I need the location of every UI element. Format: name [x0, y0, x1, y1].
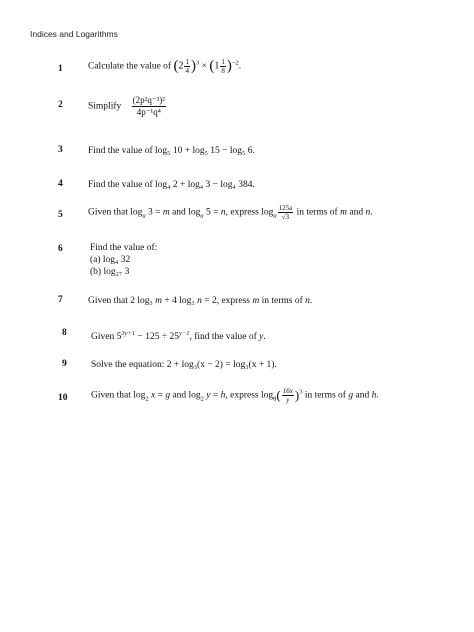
question-text — [88, 95, 167, 118]
fraction — [278, 204, 294, 221]
mixed-whole: 1 — [214, 60, 220, 72]
mixed-whole: 2 — [178, 60, 184, 72]
fraction-denominator: 8 — [221, 67, 225, 75]
question-number: 2 — [58, 100, 63, 110]
fraction-numerator: 125a — [278, 204, 293, 212]
question-number: 8 — [62, 328, 67, 338]
variable-n: n — [365, 207, 371, 218]
text-run: in terms of — [302, 390, 349, 401]
text-run: and log — [169, 207, 201, 218]
page-header: Indices and Logarithms — [30, 29, 118, 39]
fraction-denominator: y — [286, 396, 290, 404]
question-number: 9 — [62, 359, 67, 369]
text-run: − 125 ÷ 25 — [135, 332, 179, 343]
question-text: Given that $\log_2 x = g$ and $\log_2 y = h$, express $\log_8$( $\frac{16x}{y}$ )$^3$ in terms of g and h. — [91, 387, 379, 404]
question-text: Find the value of log₅ 10 + log₅ 15 − log₅ 6. — [88, 146, 255, 156]
text-run: , express log — [225, 390, 274, 401]
exponent: 3 — [195, 59, 200, 67]
text-run: in terms of — [294, 207, 341, 218]
fraction — [220, 58, 226, 75]
exponent: y−1 — [178, 330, 190, 337]
log-base: 2 — [145, 395, 149, 403]
sub-question-b: (b) log₂₇ 3 — [90, 267, 130, 277]
text-run: Given 5 — [91, 332, 122, 343]
variable-n: n — [305, 296, 310, 306]
text-run: = — [210, 390, 221, 401]
text-run: Given that 2 log₃ — [88, 296, 156, 306]
variable-g: g — [165, 390, 171, 401]
text-run: and — [353, 390, 372, 401]
question-number: 6 — [58, 244, 63, 254]
variable-h: h — [371, 390, 377, 401]
text-run: , find the value of — [189, 332, 260, 343]
fraction — [132, 95, 166, 118]
question-number: 10 — [58, 393, 68, 403]
text-run: = — [155, 390, 166, 401]
text-run: . — [376, 390, 379, 401]
period: . — [238, 61, 242, 72]
question-text: Calculate the value of (2 $\frac{1}{4}$ )$^3$ × (1 $\frac{1}{8}$ )$^{-2}$. — [88, 58, 242, 75]
exponent: 3y+1 — [121, 330, 136, 337]
question-text: Find the value of: — [90, 243, 158, 253]
fraction-denominator: √3 — [281, 213, 290, 221]
log-base: a — [142, 212, 146, 220]
fraction-denominator: 4 — [185, 67, 189, 75]
question-number: 4 — [58, 179, 63, 189]
fraction — [184, 58, 190, 75]
variable-n: n — [220, 207, 226, 218]
variable-m: m — [340, 207, 347, 218]
fraction-numerator: 1 — [185, 58, 189, 66]
text-run: 5 = — [203, 207, 221, 218]
log-base: a — [200, 212, 204, 220]
text-run: . — [309, 296, 313, 306]
log-base: 2 — [200, 395, 204, 403]
sub-question-a: (a) log₄ 32 — [90, 255, 131, 265]
question-prompt: Calculate the value of — [88, 61, 172, 72]
text-run: , express log — [225, 207, 274, 218]
fraction-denominator: 4p⁻¹q⁴ — [136, 107, 161, 117]
text-run: 3 = — [145, 207, 163, 218]
exponent: 3 — [299, 388, 303, 396]
question-number: 7 — [58, 295, 63, 305]
text-run: Given that log — [91, 390, 146, 401]
fraction — [282, 387, 294, 404]
text-run: and — [346, 207, 366, 218]
variable-h: h — [220, 390, 226, 401]
text-run: = 2, express — [201, 296, 253, 306]
question-number: 3 — [58, 145, 63, 155]
question-text: Solve the equation: 2 + log₃(x − 2) = log₃(x + 1). — [91, 360, 277, 370]
log-base: 8 — [273, 395, 277, 403]
variable-y: y — [259, 332, 264, 343]
question-text — [88, 204, 373, 221]
text-run: in terms of — [259, 296, 306, 306]
question-prompt: Simplify — [88, 101, 122, 112]
variable-g: g — [348, 390, 354, 401]
variable-y: y — [203, 390, 211, 401]
log-base: a — [273, 212, 277, 220]
text-run: . — [370, 207, 373, 218]
text-run: and log — [170, 390, 201, 401]
question-text — [91, 328, 266, 343]
question-number: 1 — [58, 64, 63, 74]
variable-m: m — [252, 296, 260, 306]
question-number: 5 — [58, 210, 63, 220]
variable-m: m — [162, 207, 170, 218]
question-text — [88, 295, 312, 307]
fraction-numerator: (2p²q⁻³)² — [132, 95, 165, 105]
period: . — [263, 332, 266, 343]
variable-n: n — [197, 296, 202, 306]
text-run: + 4 log₃ — [162, 296, 198, 306]
question-text: Find the value of log₄ 2 + log₄ 3 − log₄ 384. — [88, 180, 255, 190]
fraction-numerator: 1 — [221, 58, 225, 66]
times-sign: × — [201, 61, 207, 72]
text-run: Given that log — [88, 207, 143, 218]
variable-x: x — [148, 390, 156, 401]
exponent: −2 — [231, 59, 239, 67]
fraction-numerator: 16x — [282, 387, 293, 395]
variable-m: m — [155, 296, 163, 306]
